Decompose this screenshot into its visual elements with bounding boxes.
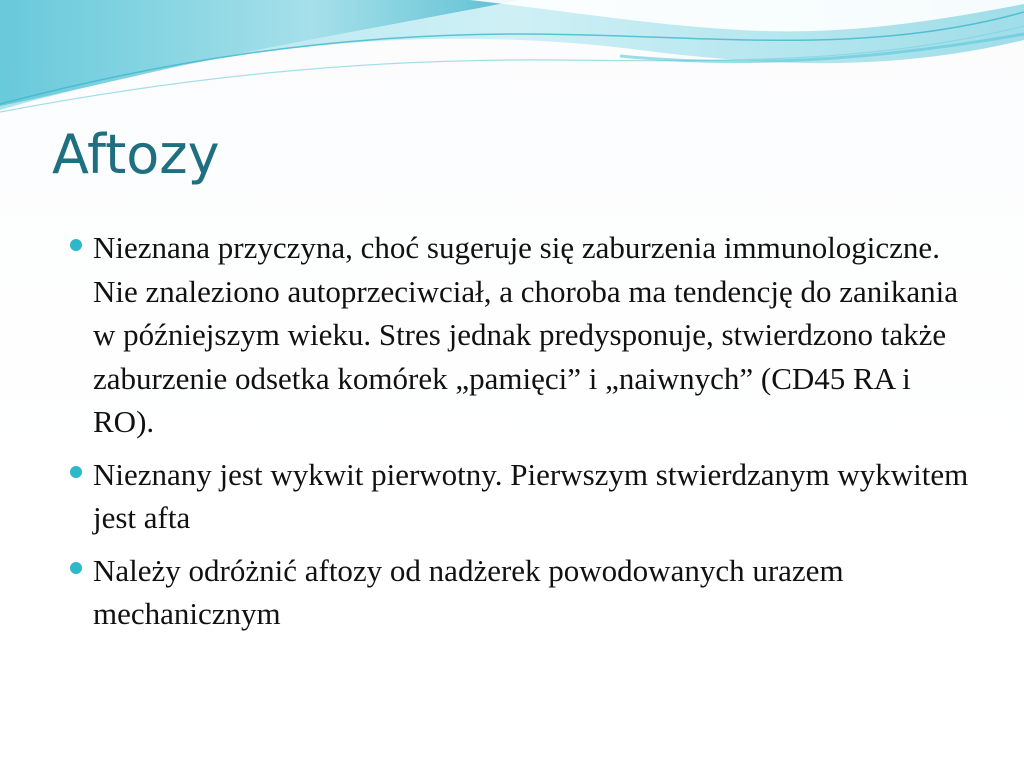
bullet-dot-icon — [70, 239, 82, 251]
bullet-item — [70, 549, 970, 636]
bullet-item — [70, 453, 970, 540]
bullet-item — [70, 226, 970, 444]
bullet-list — [70, 226, 970, 645]
bullet-text: Nieznany jest wykwit pierwotny. Pierwszym stwierdzanym wykwitem jest afta — [93, 456, 969, 535]
bullet-dot-icon — [70, 562, 82, 574]
bullet-text: Nieznana przyczyna, choć sugeruje się zaburzenia immunologiczne. Nie znaleziono autoprzeciwciał, a choroba ma tendencję do zanikania w późniejszym wieku. Stres jednak predysponuje, stwierdzono także zaburzenie odsetka komórek „pamięci” i „naiwnych” (CD45 RA i RO). — [93, 230, 958, 439]
slide-title: Aftozy — [52, 123, 220, 186]
header-wave-decoration — [0, 0, 1024, 130]
bullet-dot-icon — [70, 466, 82, 478]
bullet-text: Należy odróżnić aftozy od nadżerek powodowanych urazem mechanicznym — [93, 552, 844, 631]
